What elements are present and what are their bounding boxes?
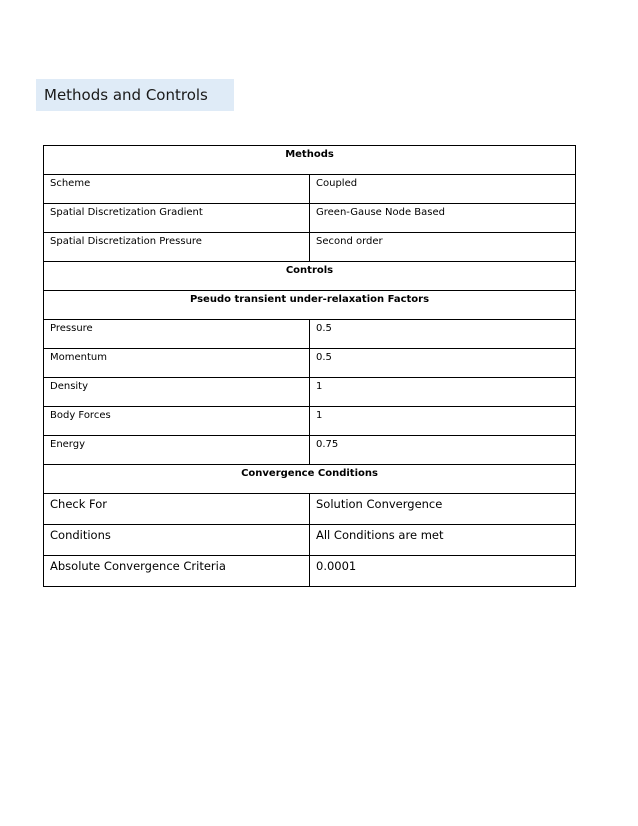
table-row — [44, 378, 576, 407]
relaxation-header-row — [44, 291, 576, 320]
row-value: Coupled — [310, 175, 576, 204]
row-value: Solution Convergence — [310, 494, 576, 525]
row-value: 1 — [310, 407, 576, 436]
table-row — [44, 320, 576, 349]
controls-header-row — [44, 262, 576, 291]
row-label: Scheme — [44, 175, 310, 204]
row-value: 0.75 — [310, 436, 576, 465]
row-value: 1 — [310, 378, 576, 407]
section-heading — [36, 79, 234, 111]
table-row — [44, 556, 576, 587]
row-value: 0.5 — [310, 349, 576, 378]
table-row — [44, 407, 576, 436]
row-value: All Conditions are met — [310, 525, 576, 556]
row-label: Density — [44, 378, 310, 407]
table-row — [44, 494, 576, 525]
row-label: Energy — [44, 436, 310, 465]
table-row — [44, 204, 576, 233]
table-row — [44, 525, 576, 556]
row-label: Check For — [44, 494, 310, 525]
row-label: Pressure — [44, 320, 310, 349]
convergence-header-row — [44, 465, 576, 494]
methods-header-row — [44, 146, 576, 175]
controls-header: Controls — [44, 262, 576, 291]
row-label: Body Forces — [44, 407, 310, 436]
table-row — [44, 349, 576, 378]
row-value: 0.5 — [310, 320, 576, 349]
methods-header: Methods — [44, 146, 576, 175]
methods-controls-table — [43, 145, 576, 587]
row-label: Spatial Discretization Gradient — [44, 204, 310, 233]
row-value: Second order — [310, 233, 576, 262]
row-label: Momentum — [44, 349, 310, 378]
row-value: Green-Gause Node Based — [310, 204, 576, 233]
relaxation-header: Pseudo transient under-relaxation Factors — [44, 291, 576, 320]
table-row — [44, 436, 576, 465]
row-value: 0.0001 — [310, 556, 576, 587]
row-label: Absolute Convergence Criteria — [44, 556, 310, 587]
convergence-header: Convergence Conditions — [44, 465, 576, 494]
table-row — [44, 233, 576, 262]
row-label: Spatial Discretization Pressure — [44, 233, 310, 262]
section-heading-text: Methods and Controls — [44, 86, 208, 104]
table-row — [44, 175, 576, 204]
row-label: Conditions — [44, 525, 310, 556]
